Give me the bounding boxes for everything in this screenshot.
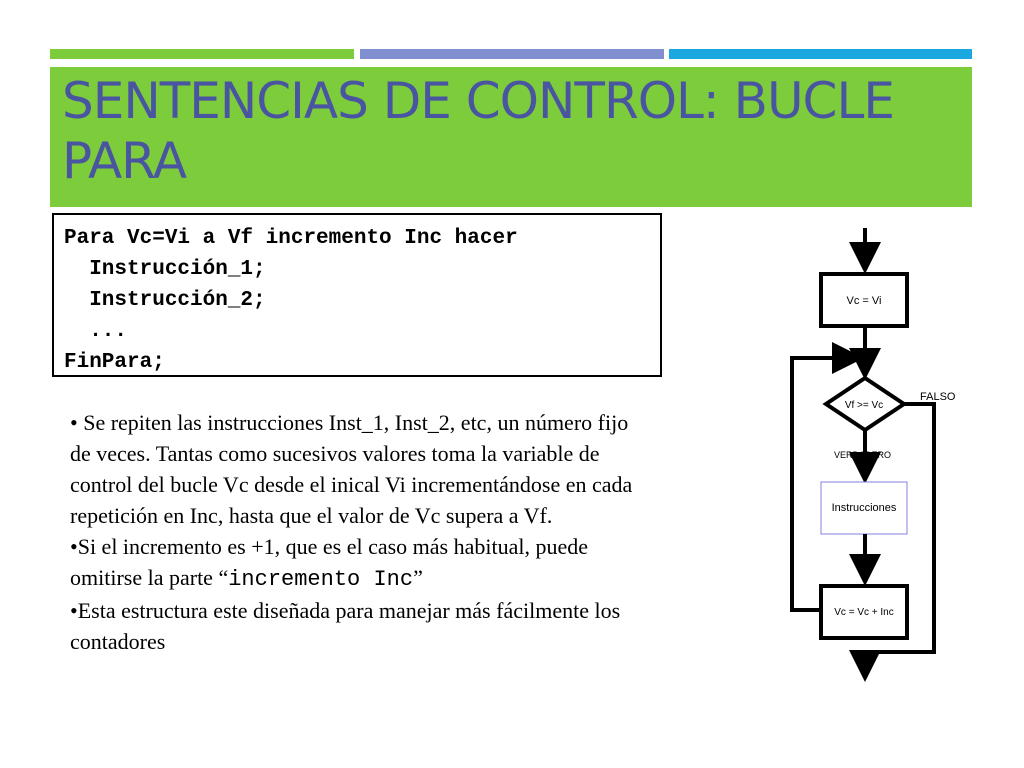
code-line: ...: [64, 320, 128, 343]
accent-bar-green: [50, 49, 354, 59]
false-label: FALSO: [920, 391, 956, 403]
close-quote: ”: [413, 565, 423, 590]
description-paragraph-2: [70, 531, 640, 595]
code-line: Instrucción_2;: [64, 289, 266, 312]
true-label: VERDADERO: [834, 450, 892, 460]
inline-code: incremento Inc: [228, 567, 414, 592]
flowchart: [780, 222, 980, 692]
paragraph-2-text: •Si el incremento es +1, que es el caso más habitual, puede omitirse la parte: [70, 534, 589, 590]
accent-bar-blue: [360, 49, 664, 59]
description: [70, 407, 640, 657]
init-label: Vc = Vi: [846, 295, 882, 307]
open-quote: “: [218, 565, 229, 590]
code-line: Instrucción_1;: [64, 258, 266, 281]
increment-label: Vc = Vc + Inc: [834, 607, 894, 618]
title-band: [50, 67, 972, 207]
description-paragraph-3: •Esta estructura este diseñada para manejar más fácilmente los contadores: [70, 598, 621, 654]
condition-label: Vf >= Vc: [844, 400, 884, 411]
code-line: FinPara;: [64, 351, 165, 374]
slide-title: SENTENCIAS DE CONTROL: BUCLE PARA: [62, 72, 894, 190]
accent-bar-cyan: [669, 49, 972, 59]
body-label: Instrucciones: [831, 502, 897, 514]
code-box: [52, 213, 662, 377]
description-paragraph-1: • Se repiten las instrucciones Inst_1, Inst_2, etc, un número fijo de veces. Tantas como sucesivos valores toma la variable de control del bucle Vc desde el inical Vi incrementándose en cada repetición en Inc, hasta que el valor de Vc supera a Vf.: [70, 410, 633, 528]
code-line: Para Vc=Vi a Vf incremento Inc hacer: [64, 227, 518, 250]
